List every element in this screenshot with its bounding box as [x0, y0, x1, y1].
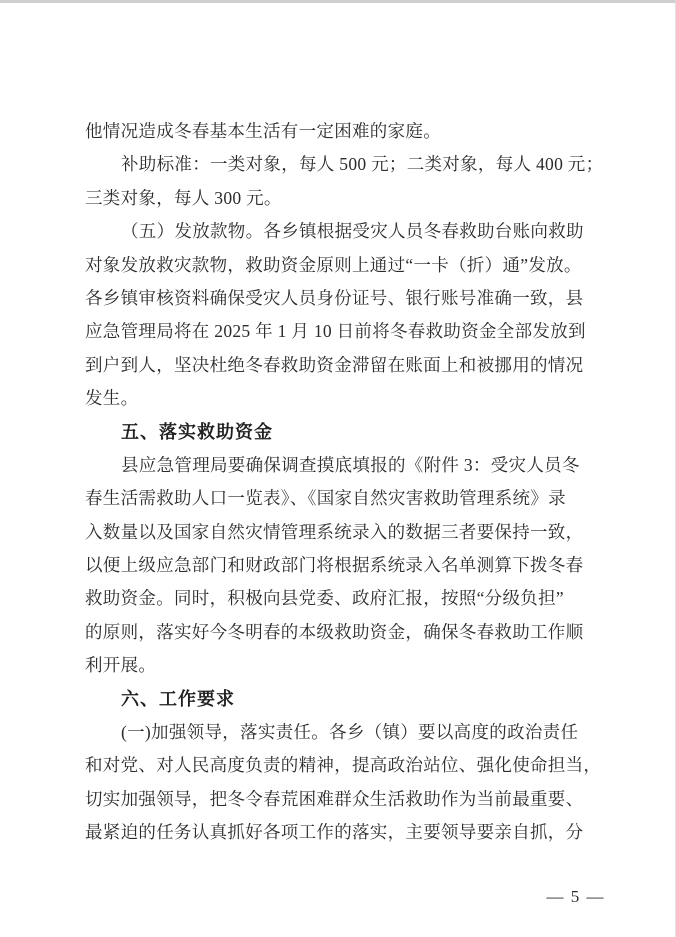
text-line: 补助标准：一类对象，每人 500 元；二类对象，每人 400 元；	[121, 154, 604, 175]
page-number: — 5 —	[546, 887, 605, 906]
text-line: 各乡镇审核资料确保受灾人员身份证号、银行账号准确一致，县	[85, 287, 584, 308]
text-line: （五）发放款物。各乡镇根据受灾人员冬春救助台账向救助	[121, 221, 584, 242]
text-line: 的原则，落实好今冬明春的本级救助资金，确保冬春救助工作顺	[85, 621, 584, 642]
text-line: 切实加强领导，把冬令春荒困难群众生活救助作为当前最重要、	[85, 788, 584, 809]
text-line: 春生活需救助人口一览表》、《国家自然灾害救助管理系统》录	[85, 488, 566, 509]
text-line: 三类对象，每人 300 元。	[85, 187, 282, 208]
text-line: 县应急管理局要确保调查摸底填报的《附件 3：受灾人员冬	[121, 454, 580, 475]
document-body	[85, 115, 604, 850]
text-line: 他情况造成冬春基本生活有一定困难的家庭。	[85, 121, 441, 141]
text-line: 最紧迫的任务认真抓好各项工作的落实，主要领导要亲自抓，分	[85, 822, 584, 843]
text-line: 和对党、对人民高度负责的精神，提高政治站位、强化使命担当，	[85, 755, 602, 776]
text-line: 发生。	[85, 388, 139, 409]
section-heading: 六、工作要求	[121, 688, 235, 709]
text-line: 利开展。	[85, 655, 157, 676]
text-line: 应急管理局将在 2025 年 1 月 10 日前将冬春救助资金全部发放到	[85, 321, 586, 342]
text-line: (一)加强领导，落实责任。各乡（镇）要以高度的政治责任	[121, 722, 579, 743]
text-line: 救助资金。同时，积极向县党委、政府汇报，按照“分级负担”	[85, 588, 564, 609]
text-line: 以便上级应急部门和财政部门将根据系统录入名单测算下拨冬春	[85, 555, 584, 576]
text-line: 对象发放救灾款物，救助资金原则上通过“一卡（折）通”发放。	[85, 254, 582, 275]
text-line: 入数量以及国家自然灾情管理系统录入的数据三者要保持一致，	[85, 521, 584, 542]
section-heading: 五、落实救助资金	[121, 421, 273, 442]
text-line: 到户到人，坚决杜绝冬春救助资金滞留在账面上和被挪用的情况	[85, 354, 584, 375]
